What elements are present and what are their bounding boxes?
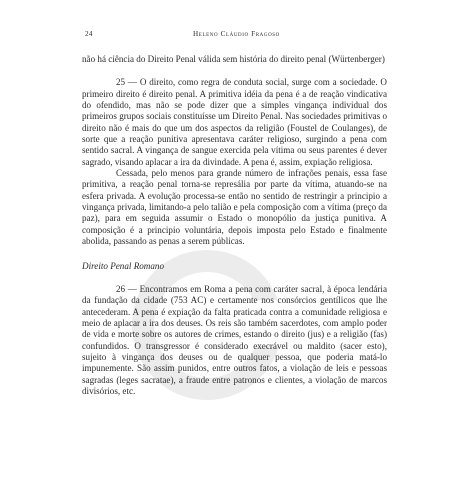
section-heading: Direito Penal Romano	[82, 260, 164, 271]
page-header	[0, 30, 471, 42]
paragraph-25: 25 — O direito, como regra de conduta social, surge com a sociedade. O primeiro direito é direito penal. A primitiva idéia da pena é a de reação vindicativa do ofendido, mas não se pode dizer que a simples vingança individual dos primeiros grupos sociais constituísse um Direito Penal. Nas sociedades primitivas o direito não é mais do que um dos aspectos da religião (Foustel de Coulanges), de sorte que a reação punitiva apresentava caráter religioso, surgindo a pena com sentido sacral. A vingança de sangue exercida pela vítima ou seus parentes é dever sagrado, visando aplacar a ira da divindade. A pena é, assim, expiação religiosa.	[82, 77, 387, 167]
body-text	[82, 54, 387, 397]
running-head: Heleno Cláudio Fragoso	[193, 30, 280, 38]
paragraph-continuation: não há ciência do Direito Penal válida sem história do direito penal (Würtenberger)	[82, 54, 385, 64]
paragraph-cessada: Cessada, pelo menos para grande número de infrações penais, essa fase primitiva, a reação penal torna-se represália por parte da vítima, atuando-se na esfera privada. A evolução processa-se então no sentido de restringir a principio a vingança privada, limitando-a pelo talião e pela composição com a vítima (preço da paz), para em seguida assumir o Estado o monopólio da justiça punitiva. A composição é a principio voluntária, depois imposta pelo Estado e finalmente abolida, passando as penas a serem públicas.	[82, 168, 387, 247]
page-number: 24	[85, 30, 93, 38]
paragraph-26: 26 — Encontramos em Roma a pena com caráter sacral, à época lendária da fundação da cidade (753 AC) e certamente nos consórcios gentílicos que lhe antecederam. A pena é expiação da falta praticada contra a comunidade religiosa e meio de aplacar a ira dos deuses. Os reis são também sacerdotes, com amplo poder de vida e morte sobre os autores de crimes, estando o direito (jus) e a religião (fas) confundidos. O transgressor é considerado execrável ou maldito (sacer esto), sujeito à vingança dos deuses ou de qualquer pessoa, que poderia matá-lo impunemente. São assim punidos, entre outros fatos, a violação de leis e pessoas sagradas (leges sacratae), a fraude entre patronos e clientes, a violação de marcos divisórios, etc.	[82, 283, 387, 396]
